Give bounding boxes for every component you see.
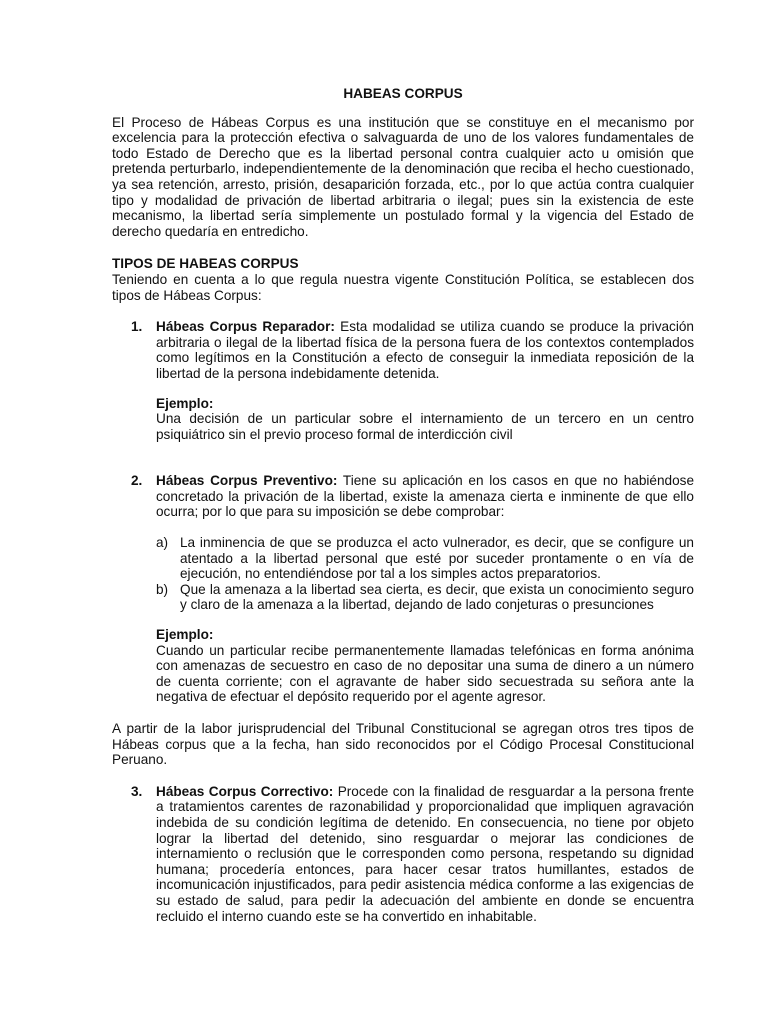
sub-item-text: La inminencia de que se produzca el acto vulnerador, es decir, que se configure un atentado a la libertad personal que esté por suceder prontamente o en vía de ejecución, no entendiéndose por tal a los simples actos preparatorios. <box>180 535 694 582</box>
list-item-number: 1. <box>131 319 143 335</box>
document-title: HABEAS CORPUS <box>343 86 463 101</box>
sub-item-letter: a) <box>156 535 169 551</box>
sub-item-text: Que la amenaza a la libertad sea cierta, es decir, que exista un conocimiento seguro y claro de la amenaza a la libertad, dejando de lado conjeturas o presunciones <box>180 581 694 613</box>
jurisprudence-paragraph: A partir de la labor jurisprudencial del Tribunal Constitucional se agregan otros tres tipos de Hábeas corpus que a la fecha, han sido reconocidos por el Código Procesal Constitucional Peruano. <box>112 721 694 768</box>
list-item-text: Procede con la finalidad de resguardar a la persona frente a tratamientos carentes de razonabilidad y proporcionalidad que impliquen agravación indebida de su condición legítima de detenido. En consecuencia, no tiene por objeto lograr la libertad del detenido, sino resguardar o mejorar las condiciones de internamiento o reclusión que le corresponden como persona, respetando su dignidad humana; procedería entonces, para hacer cesar tratos humillantes, estados de incomunicación injustificados, para pedir asistencia médica conforme a las exigencias de su estado de salud, para pedir la adecuación del ambiente en donde se encuentra recluido el interno cuando este se ha convertido en inhabitable. <box>156 783 695 924</box>
example-text: Cuando un particular recibe permanentemente llamadas telefónicas en forma anónima con amenazas de secuestro en caso de no depositar una suma de dinero a un número de cuenta corriente; con el agravante de haber sido secuestrada su señora ante la negativa de efectuar el depósito requerido por el agente agresor. <box>156 642 694 705</box>
list-item-lead: Hábeas Corpus Reparador: <box>156 319 335 335</box>
list-item-text: Esta modalidad se utiliza cuando se produce la privación arbitraria o ilegal de la libertad física de la persona fuera de los contextos contemplados como legítimos en la Constitución a efecto de conseguir la inmediata reposición de la libertad de la persona indebidamente detenida. <box>156 319 694 381</box>
list-item-number: 2. <box>131 473 143 489</box>
document-page <box>112 86 694 924</box>
list-item-body <box>156 784 694 924</box>
example-label: Ejemplo: <box>156 395 214 411</box>
list-item-text: Tiene su aplicación en los casos en que no habiéndose concretado la privación de la libertad, existe la amenaza cierta e inminente de que ello ocurra; por lo que para su imposición se debe comprobar: <box>156 473 695 520</box>
intro-paragraph: El Proceso de Hábeas Corpus es una institución que se constituye en el mecanismo por excelencia para la protección efectiva o salvaguarda de uno de los valores fundamentales de todo Estado de Derecho que es la libertad personal contra cualquier acto u omisión que pretenda perturbarlo, independientemente de la denominación que reciba el hecho cuestionado, ya sea retención, arresto, prisión, desaparición forzada, etc., por lo que actúa contra cualquier tipo y modalidad de privación de libertad arbitraria o ilegal; pues sin la existencia de este mecanismo, la libertad sería simplemente un postulado formal y la vigencia del Estado de derecho quedaría en entredicho. <box>112 114 694 239</box>
example-label: Ejemplo: <box>156 627 214 643</box>
list-item-lead: Hábeas Corpus Preventivo: <box>156 473 338 489</box>
types-heading: TIPOS DE HABEAS CORPUS <box>112 256 299 272</box>
list-item-number: 3. <box>131 783 143 799</box>
sub-item-letter: b) <box>156 581 169 597</box>
sub-item-b <box>156 581 694 613</box>
sub-item-a <box>156 535 694 582</box>
example-text: Una decisión de un particular sobre el internamiento de un tercero en un centro psiquiátrico sin el previo proceso formal de interdicción civil <box>156 411 694 442</box>
list-item-correctivo <box>131 783 695 924</box>
list-item-preventivo <box>131 473 695 705</box>
types-intro-paragraph: Teniendo en cuenta a lo que regula nuestra vigente Constitución Política, se establecen dos tipos de Hábeas Corpus: <box>112 271 694 303</box>
list-item-lead: Hábeas Corpus Correctivo: <box>156 783 334 799</box>
list-item-reparador <box>131 319 694 442</box>
list-item-body <box>156 319 694 381</box>
list-item-body <box>156 473 694 520</box>
